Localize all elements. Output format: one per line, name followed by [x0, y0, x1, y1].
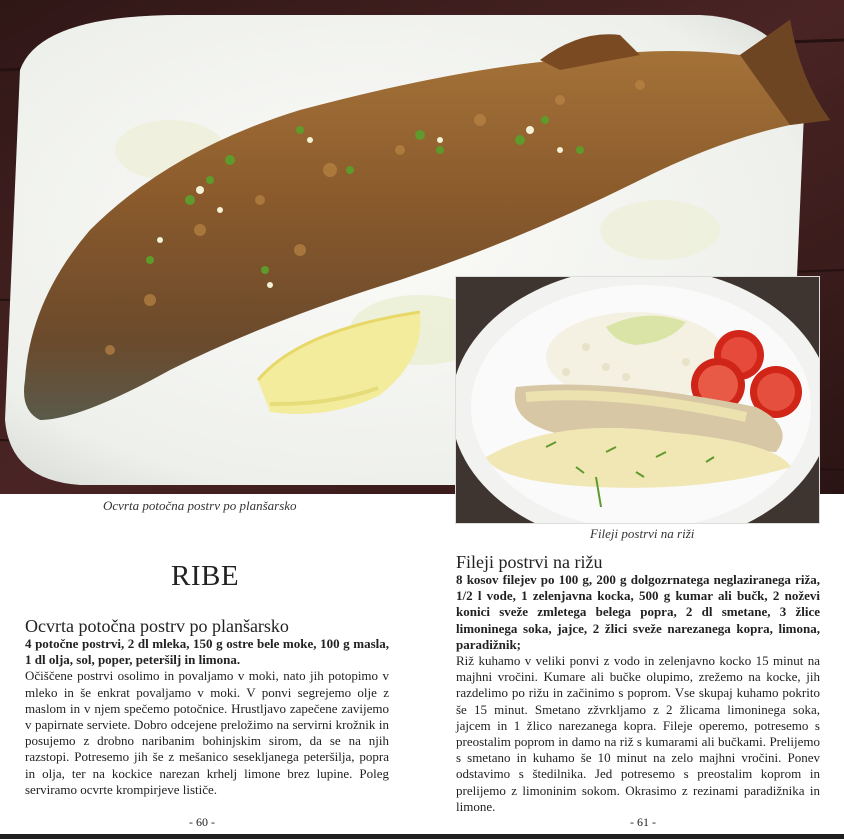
recipe-left — [25, 616, 389, 798]
recipe-title: Fileji postrvi na rižu — [456, 552, 603, 572]
recipe-title: Ocvrta potočna postrv po planšarsko — [25, 616, 289, 636]
recipe-method: Očiščene postrvi osolimo in povaljamo v moki, nato jih potopimo v mleko in še enkrat povaljamo v moki. V ponvi segrejemo olje z maslom in v njem spečemo potočnice. Hrustljavo zapečene zavijemo v papirnate serviete. Dobro odcejene preložimo na servirni krožnik in posujemo z drobno naribanim bohinjskim sirom, da se na njih razstopi. Potresemo jih še z mešanico sesekljanega peteršilja, popra in olja, ter na kockice narezan krhelj limone brez lupine. Poleg serviramo ocvrte krompirjeve lističe. — [25, 668, 389, 797]
recipe-method: Riž kuhamo v veliki ponvi z vodo in zelenjavno kocko 15 minut na majhni vročini. Kumare ali bučke olupimo, zrežemo na kocke, jih razdelimo po rižu in začinimo s poprom. Vse skupaj kuhamo pokrito še 15 minut. Smetano zžvrkljamo z 2 žlicama limoninega soka, jajcem in 1 žlico narezanega kopra. Fileje operemo, potresemo s preostalim poprom in damo na riž s kumarami ali bučkami. Prelijemo s smetano in kuhamo še 10 minut na zelo majhni vročini. Ponev odstavimo s štedilnika. Jed potresemo s preostalim koprom in prelijemo z limoninim sokom. Okrasimo z rezinami paradižnika in limone. — [456, 653, 820, 814]
section-title: RIBE — [171, 560, 240, 592]
recipe-ingredients: 4 potočne postrvi, 2 dl mleka, 150 g ostre bele moke, 100 g masla, 1 dl olja, sol, poper, peteršilj in limona. — [25, 636, 389, 668]
caption-fried-trout: Ocvrta potočna postrv po planšarsko — [103, 498, 297, 513]
caption-fillets: Fileji postrvi na riži — [590, 526, 695, 541]
footer-rule — [0, 834, 844, 839]
photo-trout-fillets-on-rice — [455, 276, 820, 524]
page-number-right: - 61 - — [630, 815, 656, 829]
recipe-right — [456, 552, 820, 815]
recipe-ingredients: 8 kosov filejev po 100 g, 200 g dolgozrnatega neglaziranega riža, 1/2 l vode, 1 zelenjavna kocka, 500 g kumar ali bučk, 2 noževi konici sveže zmletega belega popra, 2 dl smetane, 3 žlice limoninega soka, jajce, 2 žlici sveže narezanega kopra, limona, paradižnik; — [456, 572, 820, 652]
page-number-left: - 60 - — [189, 815, 215, 829]
